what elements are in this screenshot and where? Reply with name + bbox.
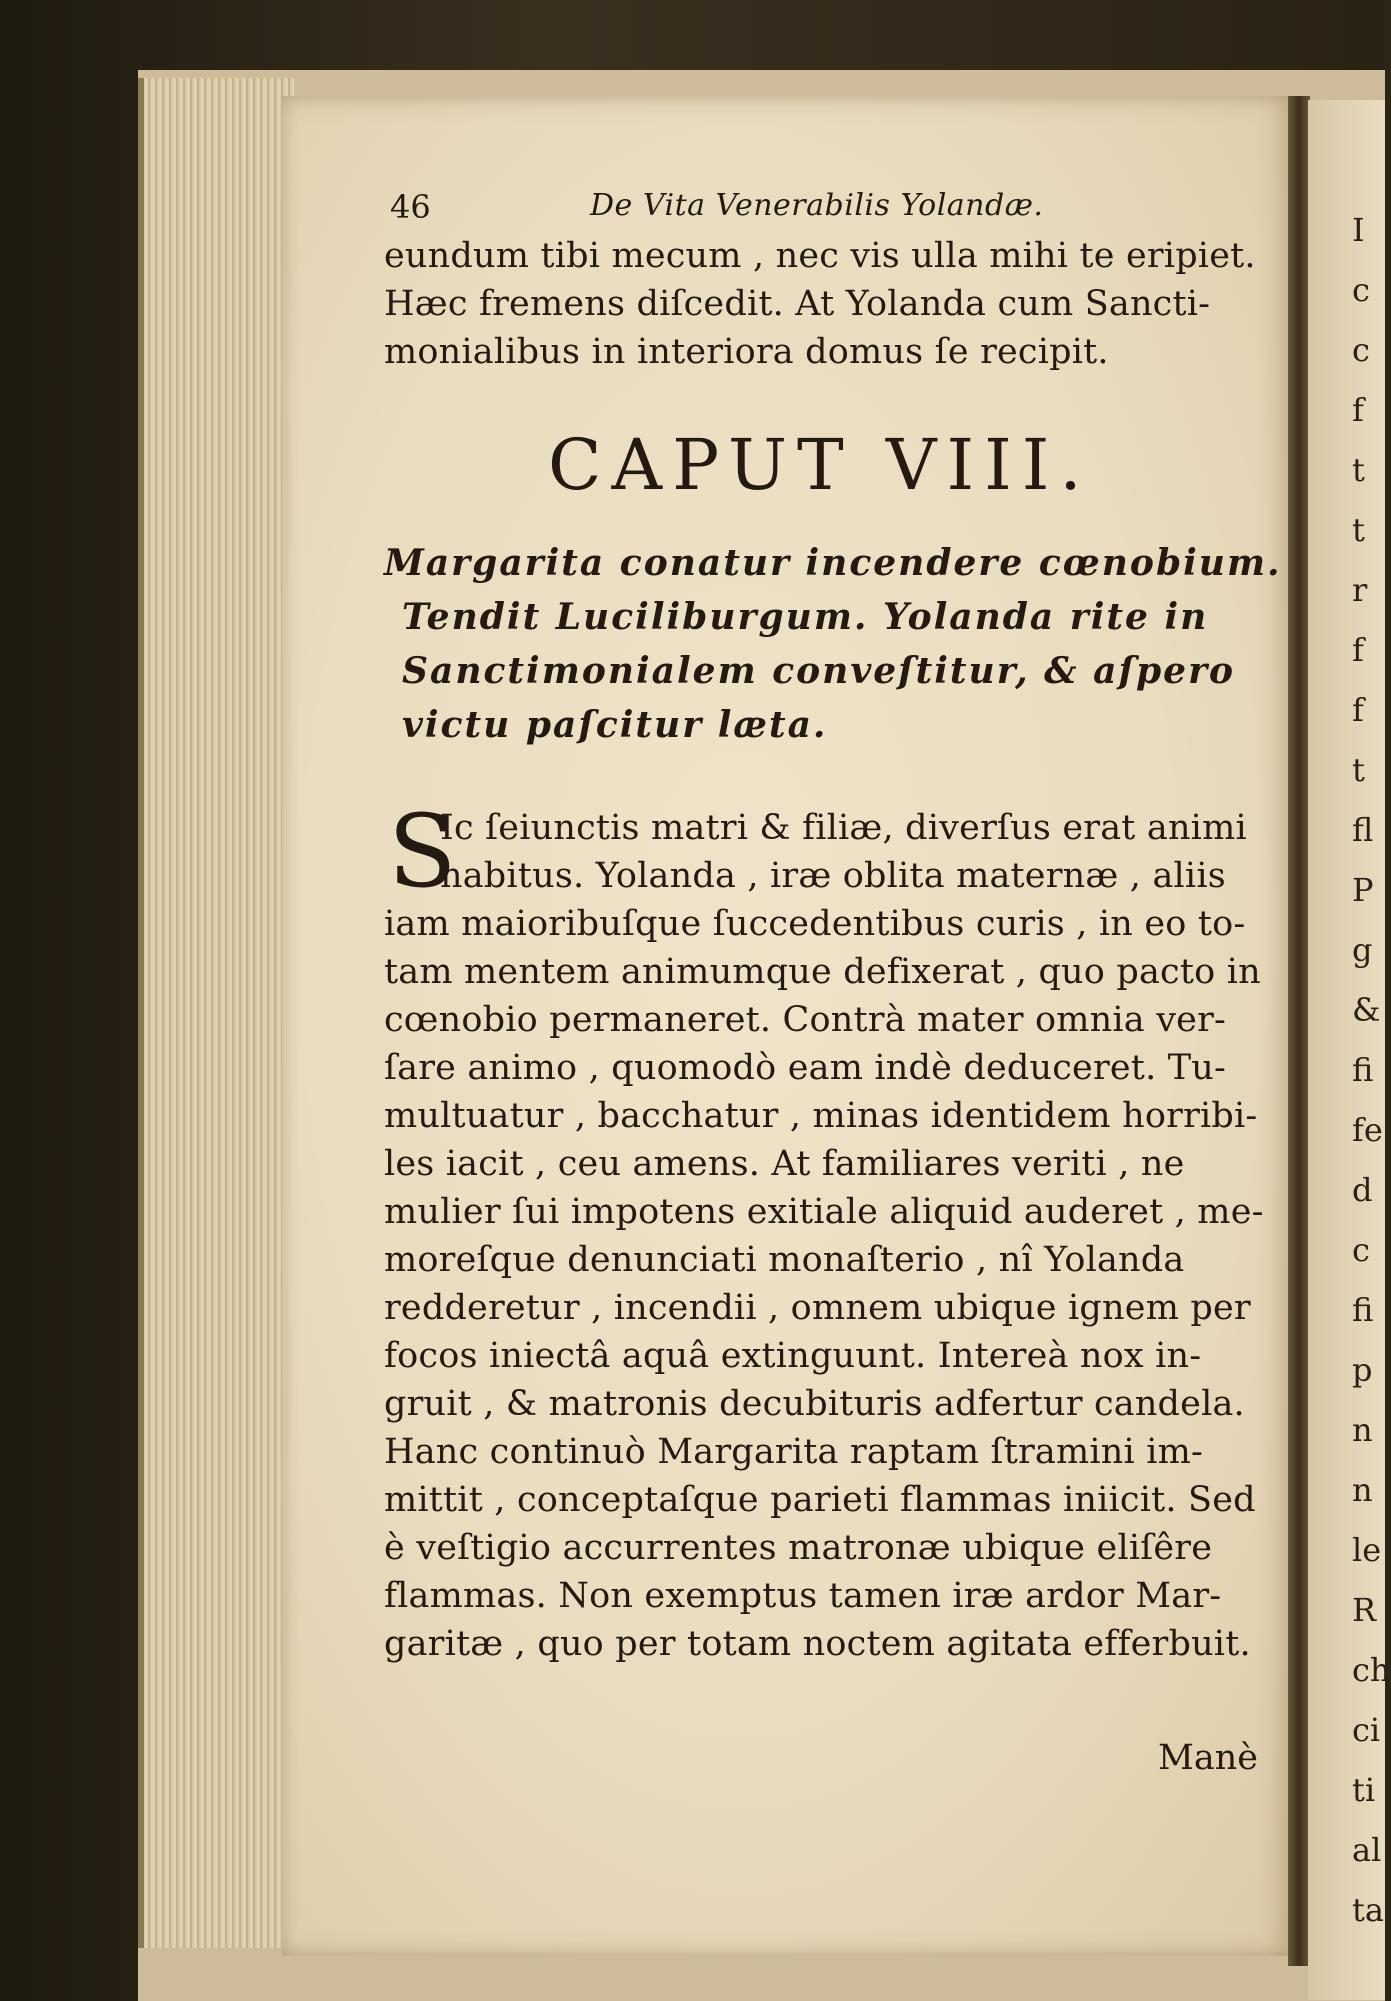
facing-page-text xyxy=(1352,200,1391,1940)
chapter-summary-line: Sanctimonialem conveſtitur, & aſpero xyxy=(402,650,1236,692)
facing-page-fragment: f xyxy=(1352,691,1364,729)
facing-page-fragment: f xyxy=(1352,391,1364,429)
running-title: De Vita Venerabilis Yolandæ. xyxy=(590,188,1044,223)
facing-page-fragment: p xyxy=(1352,1351,1373,1389)
facing-page-fragment: g xyxy=(1352,931,1373,969)
text-line: gruit , & matronis decubituris adfertur candela. xyxy=(384,1384,1245,1424)
text-line: habitus. Yolanda , iræ oblita maternæ , aliis xyxy=(440,856,1226,896)
facing-page-fragment: c xyxy=(1352,1231,1370,1269)
facing-page-fragment: c xyxy=(1352,271,1370,309)
chapter-summary-line: Tendit Luciliburgum. Yolanda rite in xyxy=(402,596,1209,638)
text-line: flammas. Non exemptus tamen iræ ardor Mar- xyxy=(384,1576,1222,1616)
facing-page-fragment: t xyxy=(1352,511,1365,549)
text-line: tam mentem animumque defixerat , quo pacto in xyxy=(384,952,1261,992)
facing-page-fragment: t xyxy=(1352,751,1365,789)
drop-cap: S xyxy=(388,793,457,910)
facing-page-fragment: al xyxy=(1352,1831,1382,1869)
text-line: moreſque denunciati monaſterio , nî Yolanda xyxy=(384,1240,1185,1280)
catchword: Manè xyxy=(1158,1738,1258,1778)
facing-page-fragment: c xyxy=(1352,331,1370,369)
facing-page-fragment: n xyxy=(1352,1411,1373,1449)
running-head xyxy=(390,188,1250,232)
text-line: cœnobio permaneret. Contrà mater omnia ver- xyxy=(384,1000,1227,1040)
facing-page-fragment: fe xyxy=(1352,1111,1383,1149)
text-line: Hanc continuò Margarita raptam ſtramini im- xyxy=(384,1432,1204,1472)
text-line: Ic ſeiunctis matri & filiæ, diverſus erat animi xyxy=(440,808,1247,848)
facing-page-fragment: R xyxy=(1352,1591,1377,1629)
facing-page-fragment: P xyxy=(1352,871,1374,909)
facing-page-fragment: ti xyxy=(1352,1771,1376,1809)
facing-page-fragment: f xyxy=(1352,631,1364,669)
facing-page-fragment: I xyxy=(1352,211,1365,249)
facing-page-fragment: t xyxy=(1352,451,1365,489)
chapter-summary-line: Margarita conatur incendere cœnobium. xyxy=(384,542,1282,584)
text-line: mulier ſui impotens exitiale aliquid auderet , me- xyxy=(384,1192,1264,1232)
facing-page-fragment: fl xyxy=(1352,811,1374,849)
page-edges xyxy=(138,78,294,1948)
chapter-heading: CAPUT VIII. xyxy=(548,424,1092,506)
facing-page-fragment: r xyxy=(1352,571,1368,609)
text-line: Hæc fremens diſcedit. At Yolanda cum Sancti- xyxy=(384,284,1211,324)
text-line: è veſtigio accurrentes matronæ ubique eliſêre xyxy=(384,1528,1213,1568)
text-line: mittit , conceptaſque parieti flammas iniicit. Sed xyxy=(384,1480,1256,1520)
text-line: les iacit , ceu amens. At familiares veriti , ne xyxy=(384,1144,1185,1184)
text-line: monialibus in interiora domus ſe recipit. xyxy=(384,332,1109,372)
text-line: iam maioribuſque ſuccedentibus curis , in eo to- xyxy=(384,904,1246,944)
text-line: garitæ , quo per totam noctem agitata efferbuit. xyxy=(384,1624,1251,1664)
chapter-summary-line: victu paſcitur læta. xyxy=(402,704,828,746)
facing-page-fragment: ci xyxy=(1352,1711,1381,1749)
facing-page-fragment: ch xyxy=(1352,1651,1391,1689)
facing-page-fragment: fi xyxy=(1352,1051,1374,1089)
facing-page-fragment: fi xyxy=(1352,1291,1374,1329)
text-line: ſare animo , quomodò eam indè deduceret. Tu- xyxy=(384,1048,1227,1088)
text-line: multuatur , bacchatur , minas identidem horribi- xyxy=(384,1096,1258,1136)
facing-page-fragment: le xyxy=(1352,1531,1382,1569)
text-line: redderetur , incendii , omnem ubique ignem per xyxy=(384,1288,1251,1328)
facing-page-fragment: ta xyxy=(1352,1891,1384,1929)
text-line: focos iniectâ aquâ extinguunt. Intereà nox in- xyxy=(384,1336,1202,1376)
text-line: eundum tibi mecum , nec vis ulla mihi te eripiet. xyxy=(384,236,1256,276)
facing-page-fragment: & xyxy=(1352,991,1381,1029)
facing-page-fragment: n xyxy=(1352,1471,1373,1509)
page-number: 46 xyxy=(390,188,431,226)
book-gutter xyxy=(1288,96,1310,1966)
facing-page-fragment: d xyxy=(1352,1171,1373,1209)
